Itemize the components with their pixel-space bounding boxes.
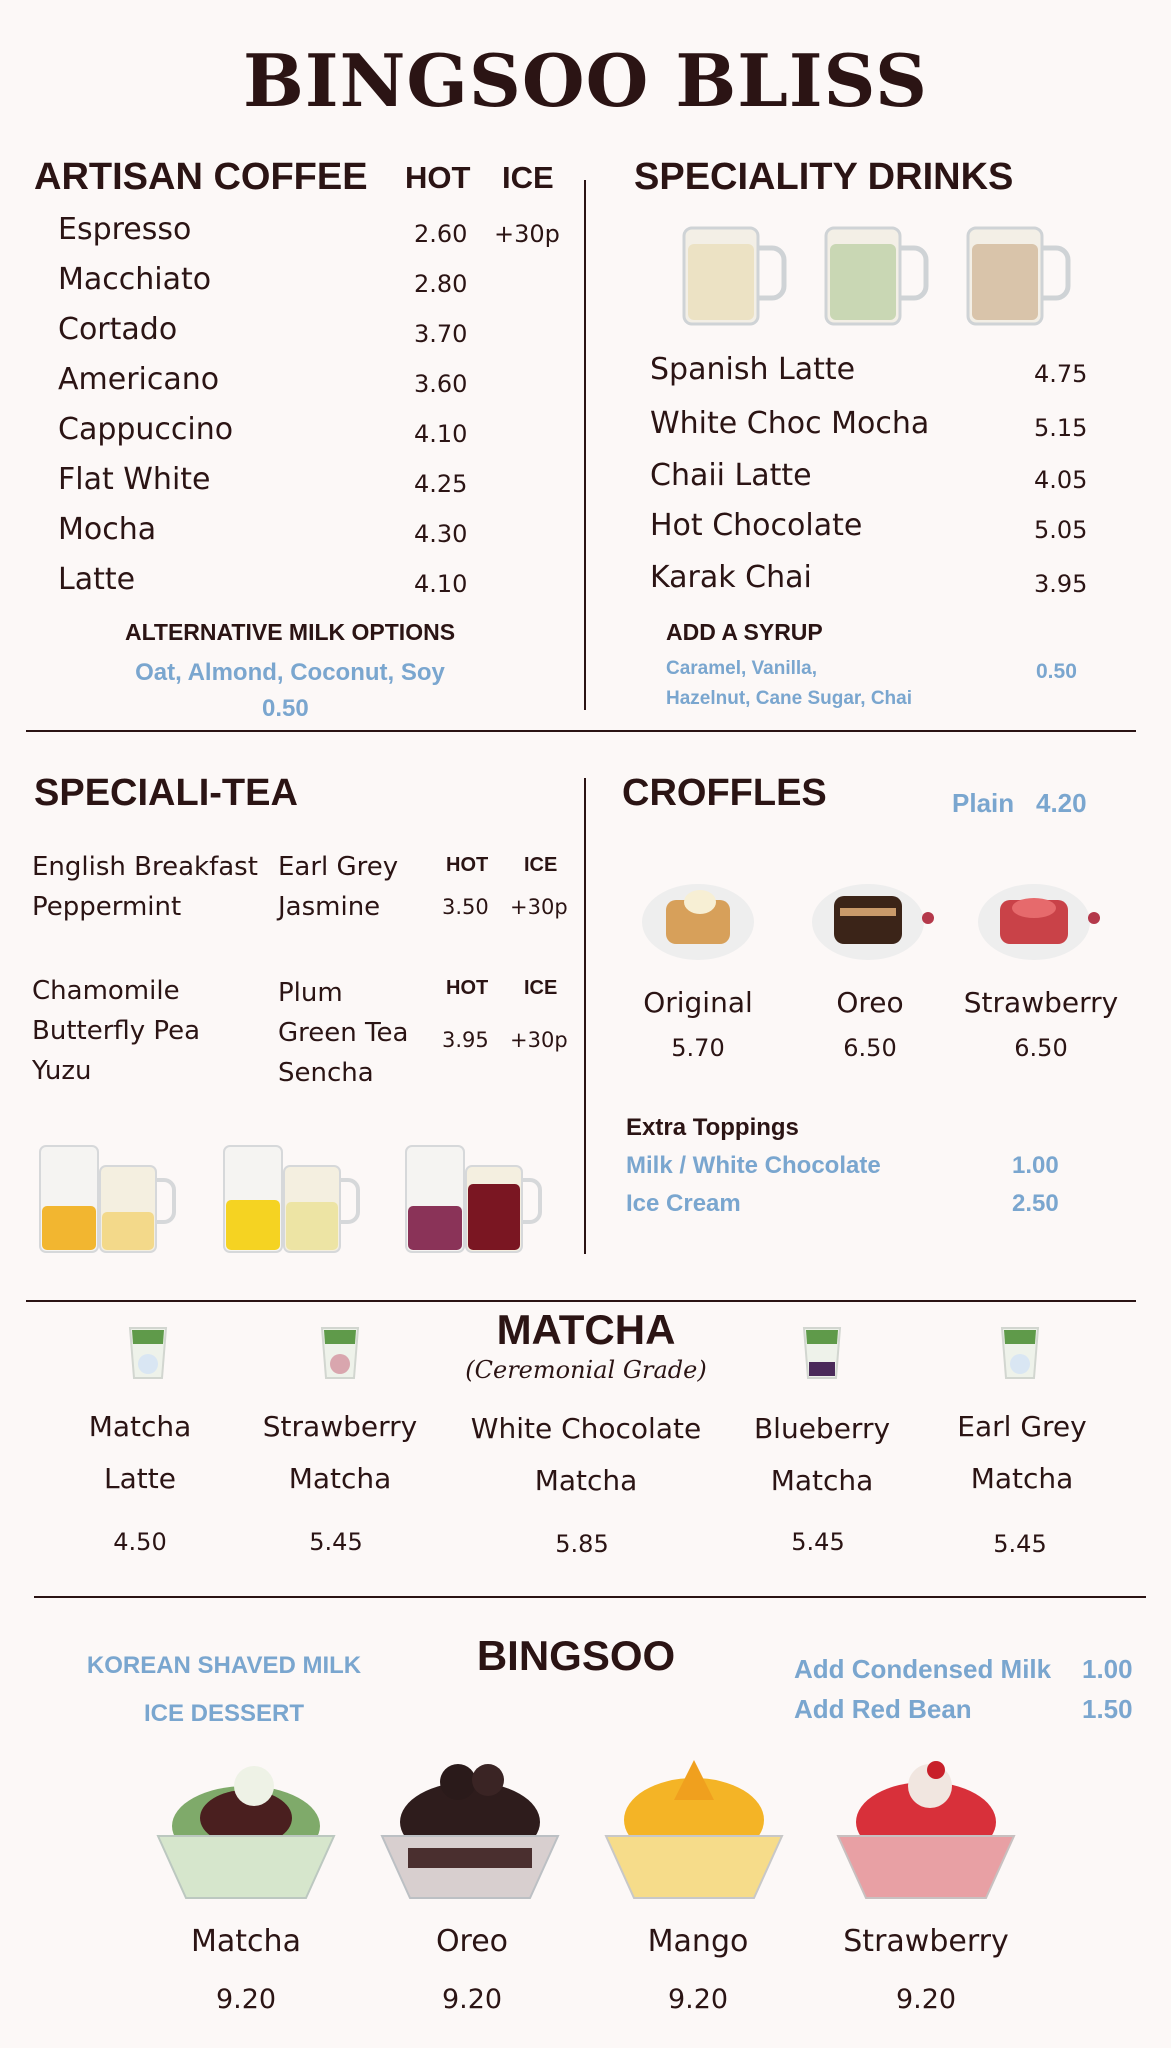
column-divider <box>584 778 586 1254</box>
extra-toppings-heading: Extra Toppings <box>626 1114 799 1141</box>
matcha-item-price: 4.50 <box>113 1528 167 1556</box>
mango-bingsoo-bowl-icon <box>602 1756 786 1906</box>
alt-milk-heading: ALTERNATIVE MILK OPTIONS <box>124 619 456 645</box>
matcha-item-line2: Matcha <box>534 1464 638 1497</box>
tea-price: 3.95 <box>442 1028 489 1052</box>
addon-name: Add Red Bean <box>794 1694 972 1724</box>
matcha-item-price: 5.45 <box>309 1528 363 1556</box>
tea-hot-header: HOT <box>446 854 489 876</box>
speciality-drinks-heading: SPECIALITY DRINKS <box>634 156 1014 198</box>
syrup-options-line2: Hazelnut, Cane Sugar, Chai <box>666 688 912 709</box>
coffee-item-price: 4.25 <box>414 470 468 498</box>
bingsoo-tag-line2: ICE DESSERT <box>143 1700 305 1727</box>
coffee-item-name: Latte <box>58 562 136 597</box>
menu-title: BINGSOO BLISS <box>243 38 928 123</box>
matcha-item-line2: Matcha <box>970 1462 1074 1495</box>
matcha-item-line2: Matcha <box>288 1462 392 1495</box>
bingsoo-item-price: 9.20 <box>895 1984 957 2015</box>
croffle-item-price: 6.50 <box>843 1034 897 1062</box>
speciality-item-name: Hot Chocolate <box>650 508 863 543</box>
earl-grey-matcha-cup-icon <box>998 1324 1042 1382</box>
bingsoo-item-name: Oreo <box>435 1924 509 1959</box>
artisan-coffee-heading: ARTISAN COFFEE <box>34 156 368 198</box>
matcha-item-line2: Latte <box>104 1462 176 1495</box>
tea-ice-header: ICE <box>524 977 558 999</box>
chai-latte-mug-icon <box>964 222 1074 332</box>
speciality-item-price: 4.05 <box>1034 466 1088 494</box>
bingsoo-item-name: Strawberry <box>843 1924 1009 1959</box>
tea-name: Jasmine <box>278 892 381 922</box>
bingsoo-item-price: 9.20 <box>667 1984 729 2015</box>
plum-tea-glass-icon <box>402 1136 546 1258</box>
coffee-item-name: Cortado <box>58 312 178 347</box>
tea-name: Chamomile <box>32 976 180 1006</box>
extra-topping-name: Ice Cream <box>626 1190 741 1217</box>
tea-name: Green Tea <box>278 1018 409 1048</box>
matcha-heading: MATCHA <box>496 1306 676 1353</box>
tea-name: Sencha <box>278 1058 374 1088</box>
coffee-item-price: 3.60 <box>414 370 468 398</box>
extra-topping-price: 2.50 <box>1012 1190 1059 1217</box>
tea-price: 3.50 <box>442 895 489 919</box>
speciality-item-name: Spanish Latte <box>650 352 856 387</box>
alt-milk-price: 0.50 <box>262 695 309 722</box>
section-divider <box>26 730 1136 732</box>
extra-topping-price: 1.00 <box>1012 1152 1059 1179</box>
section-divider <box>26 1300 1136 1302</box>
bingsoo-heading: BINGSOO <box>476 1632 676 1679</box>
matcha-item-price: 5.45 <box>791 1528 845 1556</box>
plain-croffle-price: 4.20 <box>1036 788 1087 818</box>
tea-name: Peppermint <box>32 892 182 922</box>
speciality-item-price: 3.95 <box>1034 570 1088 598</box>
coffee-item-price: 4.30 <box>414 520 468 548</box>
bingsoo-item-name: Matcha <box>191 1924 301 1959</box>
croffle-item-name: Oreo <box>836 986 904 1019</box>
lemon-tea-glass-icon <box>220 1136 364 1258</box>
strawberry-matcha-cup-icon <box>318 1324 362 1382</box>
croffle-item-price: 6.50 <box>1014 1034 1068 1062</box>
ice-surcharge: +30p <box>494 220 560 248</box>
plain-croffle-label: Plain <box>952 788 1015 818</box>
tea-name: Butterfly Pea <box>32 1016 201 1046</box>
bingsoo-item-name: Mango <box>647 1924 749 1959</box>
alt-milk-options: Oat, Almond, Coconut, Soy <box>135 659 445 686</box>
tea-name: Plum <box>278 978 343 1008</box>
tea-name: Yuzu <box>32 1056 92 1086</box>
bingsoo-item-price: 9.20 <box>215 1984 277 2015</box>
ice-column-header: ICE <box>502 160 554 195</box>
matcha-item-price: 5.85 <box>555 1530 609 1558</box>
strawberry-croffle-icon <box>976 872 1112 962</box>
tea-ice-surcharge: +30p <box>510 1028 568 1052</box>
speciality-item-price: 5.05 <box>1034 516 1088 544</box>
croffle-item-name: Strawberry <box>963 986 1119 1019</box>
column-divider <box>584 180 586 710</box>
tea-name: English Breakfast <box>32 852 258 882</box>
yuzu-tea-glass-icon <box>36 1136 180 1258</box>
syrup-price: 0.50 <box>1036 660 1077 683</box>
coffee-item-price: 2.60 <box>414 220 468 248</box>
matcha-item-line1: Strawberry <box>262 1410 418 1443</box>
matcha-latte-cup-icon <box>126 1324 170 1382</box>
speciality-item-name: White Choc Mocha <box>650 406 930 441</box>
addon-name: Add Condensed Milk <box>794 1654 1052 1684</box>
coffee-item-price: 4.10 <box>414 570 468 598</box>
bingsoo-item-price: 9.20 <box>441 1984 503 2015</box>
syrup-heading: ADD A SYRUP <box>666 619 823 645</box>
blueberry-matcha-cup-icon <box>800 1324 844 1382</box>
strawberry-bingsoo-bowl-icon <box>834 1756 1018 1906</box>
croffles-heading: CROFFLES <box>622 772 827 814</box>
spanish-latte-mug-icon <box>680 222 790 332</box>
matcha-bingsoo-bowl-icon <box>154 1756 338 1906</box>
speciali-tea-heading: SPECIALI-TEA <box>34 772 298 814</box>
matcha-item-line1: Matcha <box>88 1410 192 1443</box>
coffee-item-name: Macchiato <box>58 262 212 297</box>
matcha-item-line2: Matcha <box>770 1464 874 1497</box>
original-croffle-icon <box>640 872 756 962</box>
coffee-item-name: Espresso <box>58 212 192 247</box>
croffle-item-name: Original <box>643 986 753 1019</box>
tea-ice-header: ICE <box>524 854 558 876</box>
speciality-item-price: 4.75 <box>1034 360 1088 388</box>
coffee-item-name: Mocha <box>58 512 157 547</box>
addon-price: 1.00 <box>1082 1654 1133 1684</box>
speciality-item-name: Karak Chai <box>650 560 812 595</box>
tea-name: Earl Grey <box>278 852 399 882</box>
speciality-item-name: Chaii Latte <box>650 458 812 493</box>
extra-topping-name: Milk / White Chocolate <box>626 1152 881 1179</box>
oreo-bingsoo-bowl-icon <box>378 1756 562 1906</box>
tea-hot-header: HOT <box>446 977 489 999</box>
matcha-item-price: 5.45 <box>993 1530 1047 1558</box>
speciality-item-price: 5.15 <box>1034 414 1088 442</box>
matcha-subheading: (Ceremonial Grade) <box>465 1356 707 1384</box>
coffee-item-name: Flat White <box>58 462 211 497</box>
croffle-item-price: 5.70 <box>671 1034 725 1062</box>
addon-price: 1.50 <box>1082 1694 1133 1724</box>
coffee-item-name: Americano <box>58 362 220 397</box>
section-divider <box>34 1596 1146 1598</box>
matcha-item-line1: Earl Grey <box>957 1410 1087 1443</box>
coffee-item-price: 4.10 <box>414 420 468 448</box>
matcha-latte-mug-icon <box>822 222 932 332</box>
syrup-options-line1: Caramel, Vanilla, <box>666 658 818 679</box>
coffee-item-price: 3.70 <box>414 320 468 348</box>
oreo-croffle-icon <box>810 872 946 962</box>
bingsoo-tag-line1: KOREAN SHAVED MILK <box>86 1652 362 1679</box>
matcha-item-line1: White Chocolate <box>470 1412 702 1445</box>
hot-column-header: HOT <box>405 160 471 195</box>
coffee-item-price: 2.80 <box>414 270 468 298</box>
tea-ice-surcharge: +30p <box>510 895 568 919</box>
coffee-item-name: Cappuccino <box>58 412 234 447</box>
matcha-item-line1: Blueberry <box>753 1412 891 1445</box>
